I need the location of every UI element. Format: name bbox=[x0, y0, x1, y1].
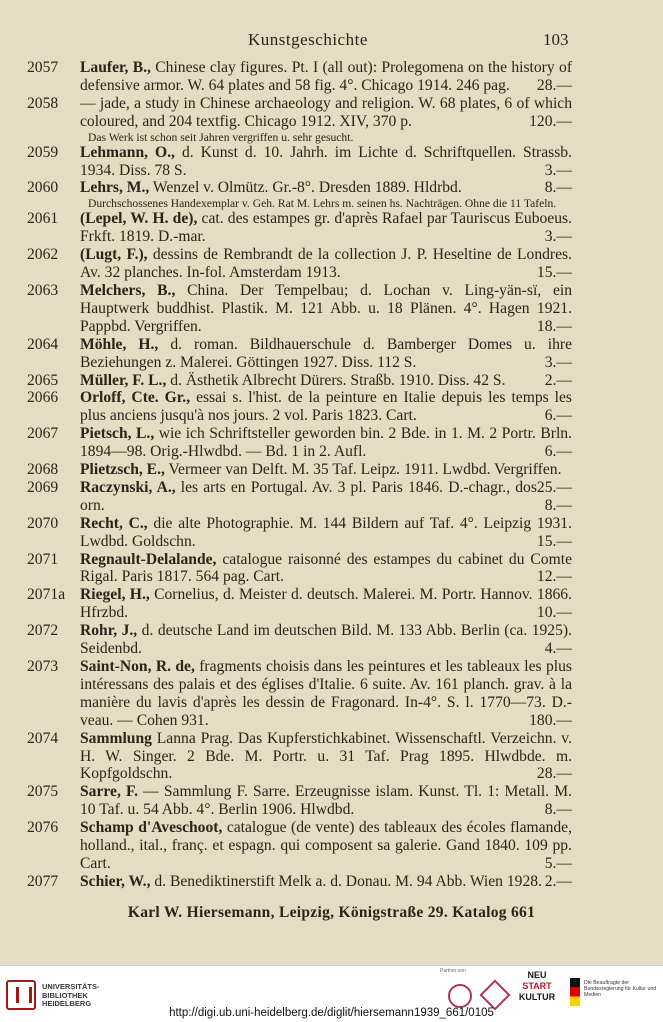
entry-author: Lehmann, O., bbox=[80, 143, 175, 161]
entry-description: cat. des estampes gr. d'après Rafael par Tauriscus Euboeus. Frkft. 1819. D.-mar. bbox=[80, 210, 572, 246]
library-name: UNIVERSITÄTS- BIBLIOTHEK HEIDELBERG bbox=[42, 982, 100, 1008]
entry-number: 2057 bbox=[27, 59, 59, 76]
entry-number: 2070 bbox=[27, 514, 59, 532]
entry-price: 15.— bbox=[536, 532, 572, 550]
entry-price: 120.— bbox=[529, 112, 572, 130]
partner-logo-2-icon[interactable] bbox=[479, 979, 510, 1010]
entry-price: 28.— bbox=[536, 76, 572, 94]
entry-number: 2066 bbox=[27, 389, 59, 407]
entry-description: d. Benediktinerstift Melk a. d. Donau. M. 94 Abb. Wien 1928. bbox=[150, 872, 542, 890]
entry-number: 2062 bbox=[27, 246, 59, 264]
entry-description: Wenzel v. Olmütz. Gr.-8°. Dresden 1889. Hldrbd. bbox=[149, 179, 462, 197]
entry-body bbox=[80, 730, 572, 784]
catalog-entry bbox=[0, 622, 663, 658]
neustart-line-2: START bbox=[522, 981, 552, 991]
entry-number: 2068 bbox=[27, 461, 59, 479]
entry-description: China. Der Tempelbau; d. Lochan v. Ling-yän-sï, ein Hauptwerk buddhist. Plastik. M. 121 Abb. u. 18 Plänen. 4°. Hagen 1921. Pappbd. Vergriffen. bbox=[80, 281, 572, 335]
entry-price: 12.— bbox=[536, 568, 572, 586]
entry-body bbox=[80, 622, 572, 658]
entry-price: 8.— bbox=[544, 496, 572, 514]
page-number: 103 bbox=[543, 30, 569, 49]
entry-author: Regnault-Delalande, bbox=[80, 550, 217, 568]
publisher-footer: Karl W. Hiersemann, Leipzig, Königstraße 29. Katalog 661 bbox=[127, 904, 536, 921]
entry-body bbox=[80, 873, 572, 891]
entry-author: Rohr, J., bbox=[80, 622, 138, 640]
neustart-line-1: NEU bbox=[527, 970, 547, 980]
entry-number: 2067 bbox=[27, 425, 59, 443]
entry-price: 4.— bbox=[544, 640, 572, 658]
entry-author: Recht, C., bbox=[80, 514, 148, 532]
entry-price: 180.— bbox=[529, 711, 572, 729]
entry-price: 6.— bbox=[544, 443, 572, 461]
entry-description: — Sammlung F. Sarre. Erzeugnisse islam. Kunst. Tl. 1: Metall. M. 10 Taf. u. 54 Abb. 4°. Berlin 1906. Hlwdbd. bbox=[80, 783, 572, 819]
entry-body bbox=[80, 179, 572, 197]
entry-number: 2073 bbox=[27, 658, 59, 675]
entry-price: 2.— bbox=[544, 371, 572, 389]
entry-description: Lanna Prag. Das Kupferstichkabinet. Wissenschaftl. Verzeichn. v. H. W. Singer. 2 Bde. M. Portr. u. 31 Taf. Prag 1895. Hlwdbde. m. Kopfgoldschn. bbox=[80, 729, 572, 783]
entry-price: 15.— bbox=[536, 264, 572, 282]
federal-eagle-icon bbox=[570, 978, 580, 1006]
entry-body bbox=[80, 59, 572, 95]
partner-logo-icon[interactable] bbox=[448, 984, 472, 1008]
entry-price: 10.— bbox=[536, 604, 572, 622]
entry-author: (Lugt, F.), bbox=[80, 246, 148, 264]
entry-body bbox=[80, 658, 572, 730]
catalog-entry bbox=[0, 658, 663, 730]
entry-number: 2069 bbox=[27, 478, 59, 496]
entry-number: 2075 bbox=[27, 783, 59, 801]
entry-price: 18.— bbox=[536, 317, 572, 335]
entry-body bbox=[80, 783, 572, 819]
entry-number: 2071a bbox=[27, 586, 66, 604]
entry-author: Melchers, B., bbox=[80, 281, 176, 299]
entry-list bbox=[0, 59, 663, 891]
entry-body bbox=[80, 144, 572, 180]
entry-author: Müller, F. L., bbox=[80, 371, 167, 389]
entry-author: Saint-Non, R. de, bbox=[80, 658, 195, 675]
entry-author: Sammlung bbox=[80, 729, 152, 747]
entry-description: d. Ästhetik Albrecht Dürers. Straßb. 1910. Diss. 42 S. bbox=[166, 371, 506, 389]
catalog-entry bbox=[0, 425, 663, 461]
entry-description: die alte Photographie. M. 144 Bildern auf Taf. 4°. Leipzig 1931. Lwdbd. Goldschn. bbox=[80, 514, 572, 550]
catalog-entry bbox=[0, 586, 663, 622]
entry-body bbox=[80, 586, 572, 622]
section-title: Kunstgeschichte bbox=[248, 30, 368, 49]
entry-description: catalogue raisonné des estampes du cabinet du Comte Rigal. Paris 1817. 564 pag. Cart. bbox=[80, 550, 572, 586]
catalog-entry bbox=[0, 246, 663, 282]
catalog-entry bbox=[0, 179, 663, 210]
entry-price: 5.— bbox=[544, 854, 572, 872]
catalog-entry bbox=[0, 551, 663, 587]
entry-note: Das Werk ist schon seit Jahren vergriffen u. sehr gesucht. bbox=[88, 130, 354, 144]
entry-number: 2076 bbox=[27, 819, 59, 837]
entry-author: (Lepel, W. H. de), bbox=[80, 210, 198, 228]
entry-price: 6.— bbox=[544, 407, 572, 425]
entry-description: fragments choisis dans les peintures et les tableaux les plus intéressans des palais et des églises d'Italie. 6 suite. Av. 161 planch. grav. à la manière du lavis d'après les dessin de Fragonard. In-4°. S. l. 1770—73. D.-veau. — Cohen 931. bbox=[80, 658, 572, 729]
entry-number: 2060 bbox=[27, 179, 59, 197]
entry-body bbox=[80, 282, 572, 336]
entry-number: 2074 bbox=[27, 729, 59, 747]
entry-author: Möhle, H., bbox=[80, 335, 159, 353]
entry-description: d. Kunst d. 10. Jahrh. im Lichte d. Schriftquellen. Strassb. 1934. Diss. 78 S. bbox=[80, 143, 572, 179]
entry-body bbox=[80, 551, 572, 587]
entry-description: d. roman. Bildhauerschule d. Bamberger Domes u. ihre Beziehungen z. Malerei. Göttingen 1927. Diss. 112 S. bbox=[80, 335, 572, 371]
entry-number: 2058 bbox=[27, 94, 59, 112]
entry-number: 2063 bbox=[27, 281, 59, 299]
entry-author: Riegel, H., bbox=[80, 586, 150, 604]
entry-author: Sarre, F. bbox=[80, 783, 138, 801]
entry-description: catalogue (de vente) des tableaux des écoles flamande, holland., ital., franç. et espagn. qui composent sa galerie. Gand 1840. 109 pp. Cart. bbox=[80, 819, 572, 872]
entry-price: 3.— bbox=[544, 353, 572, 371]
entry-body bbox=[80, 819, 572, 873]
neustart-line-3: KULTUR bbox=[518, 992, 556, 1002]
entry-number: 2072 bbox=[27, 622, 59, 640]
entry-number: 2064 bbox=[27, 335, 59, 353]
page-header bbox=[0, 30, 663, 52]
catalog-entry bbox=[0, 372, 663, 390]
entry-body bbox=[80, 425, 572, 461]
entry-body bbox=[80, 479, 572, 515]
entry-body bbox=[80, 515, 572, 551]
catalog-entry bbox=[0, 336, 663, 372]
catalog-entry bbox=[0, 873, 663, 891]
entry-note: Durchschossenes Handexemplar v. Geh. Rat M. Lehrs m. seinen hs. Nachträgen. Ohne die 11 Tafeln. bbox=[88, 197, 557, 211]
entry-description: — jade, a study in Chinese archaeology and religion. W. 68 plates, 6 of which coloured, and 204 textfig. Chicago 1912. XIV, 370 p. bbox=[80, 94, 572, 130]
entry-number: 2077 bbox=[27, 872, 59, 890]
entry-number: 2071 bbox=[27, 550, 59, 568]
catalog-entry bbox=[0, 282, 663, 336]
entry-description: d. deutsche Land im deutschen Bild. M. 133 Abb. Berlin (ca. 1925). Seidenbd. bbox=[80, 622, 572, 658]
entry-body bbox=[80, 210, 572, 246]
catalog-entry bbox=[0, 783, 663, 819]
catalog-entry bbox=[0, 479, 663, 515]
catalog-entry bbox=[0, 730, 663, 784]
entry-description: wie ich Schriftsteller geworden bin. 2 Bde. in 1. M. 2 Portr. Brln. 1894—98. Orig.-Hlwdbd. — Bd. 1 in 2. Aufl. bbox=[80, 425, 572, 461]
catalog-entry bbox=[0, 389, 663, 425]
entry-price: 8.— bbox=[544, 179, 572, 197]
catalog-entry bbox=[0, 210, 663, 246]
entry-body bbox=[80, 246, 572, 282]
entry-description: Chinese clay figures. Pt. I (all out): Prolegomena on the history of defensive armor. W. 64 plates and 58 fig. 4°. Chicago 1914. 246 pag. bbox=[80, 59, 573, 94]
catalog-entry bbox=[0, 515, 663, 551]
entry-author: Lehrs, M., bbox=[80, 179, 150, 197]
entry-description: essai s. l'hist. de la peinture en Italie depuis les temps les plus anciens jusqu'à nos jours. 2 vol. Paris 1823. Cart. bbox=[80, 389, 572, 425]
entry-author: Raczynski, A., bbox=[80, 478, 176, 496]
entry-price: 3.— bbox=[544, 161, 572, 179]
entry-number: 2059 bbox=[27, 143, 59, 161]
entry-description: dessins de Rembrandt de la collection J. P. Heseltine de Londres. Av. 32 planches. In-fol. Amsterdam 1913. bbox=[80, 246, 572, 282]
entry-author: Plietzsch, E., bbox=[80, 461, 165, 479]
entry-description: Cornelius, d. Meister d. deutsch. Malerei. M. Portr. Hannov. 1866. Hfrzbd. bbox=[80, 586, 573, 622]
entry-price: 25.— bbox=[536, 478, 572, 496]
entry-body bbox=[80, 372, 572, 390]
entry-price: 3.— bbox=[544, 228, 572, 246]
permalink-url[interactable]: http://digi.ub.uni-heidelberg.de/diglit/hiersemann1939_661/0105 bbox=[169, 1007, 494, 1019]
partner-label: Partner von bbox=[440, 968, 466, 974]
entry-author: Schier, W., bbox=[80, 872, 151, 890]
entry-author: Pietsch, L., bbox=[80, 425, 155, 443]
ub-seal-icon bbox=[6, 980, 36, 1010]
entry-description: les arts en Portugal. Av. 3 pl. Paris 1846. D.-chagr., dos orn. bbox=[80, 478, 537, 514]
entry-author: Orloff, Cte. Gr., bbox=[80, 389, 191, 407]
entry-description: Vermeer van Delft. M. 35 Taf. Leipz. 1911. Lwdbd. Vergriffen. bbox=[164, 461, 562, 479]
catalog-entry bbox=[0, 819, 663, 873]
bkm-text: Die Beauftragte der Bundesregierung für Kultur und Medien bbox=[584, 980, 657, 999]
entry-price: 28.— bbox=[536, 765, 572, 783]
entry-number: 2065 bbox=[27, 371, 59, 389]
entry-body bbox=[80, 389, 572, 425]
entry-author: Laufer, B., bbox=[80, 59, 151, 76]
entry-author: Schamp d'Aveschoot, bbox=[80, 819, 223, 837]
entry-number: 2061 bbox=[27, 210, 59, 228]
catalog-entry bbox=[0, 59, 663, 95]
entry-body bbox=[80, 336, 572, 372]
catalog-entry bbox=[0, 95, 663, 144]
entry-price: 2.— bbox=[544, 872, 572, 890]
catalog-entry bbox=[0, 144, 663, 180]
entry-price: 8.— bbox=[544, 801, 572, 819]
entry-body bbox=[80, 95, 572, 131]
